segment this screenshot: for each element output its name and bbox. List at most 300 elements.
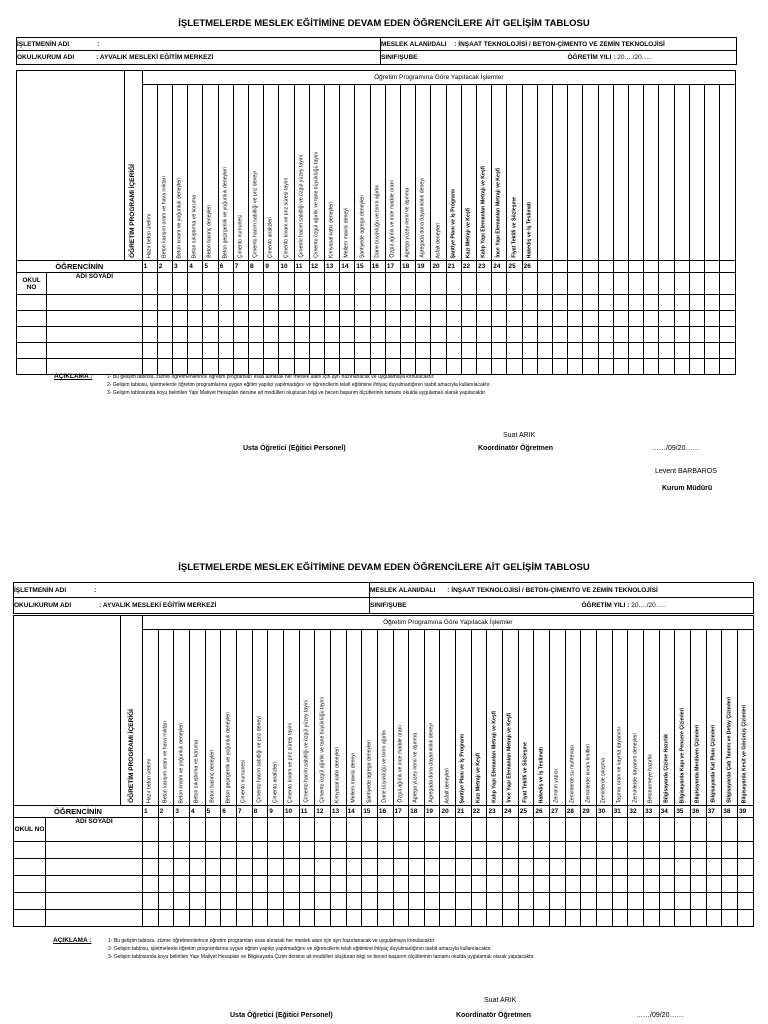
grade-cell[interactable] xyxy=(221,859,237,876)
grade-cell[interactable] xyxy=(644,311,659,327)
grade-cell[interactable] xyxy=(409,910,425,927)
grade-cell[interactable] xyxy=(518,876,534,893)
grade-cell[interactable] xyxy=(299,893,315,910)
grade-cell[interactable] xyxy=(299,818,315,842)
grade-cell[interactable] xyxy=(492,343,507,359)
grade-cell[interactable] xyxy=(309,295,324,311)
grade-cell[interactable] xyxy=(568,311,583,327)
grade-cell[interactable] xyxy=(446,327,461,343)
grade-cell[interactable] xyxy=(583,311,598,327)
grade-cell[interactable] xyxy=(203,343,218,359)
grade-cell[interactable] xyxy=(393,818,409,842)
grade-cell[interactable] xyxy=(477,359,492,375)
grade-cell[interactable] xyxy=(431,327,446,343)
grade-cell[interactable] xyxy=(446,359,461,375)
grade-cell[interactable] xyxy=(477,327,492,343)
grade-cell[interactable] xyxy=(189,818,205,842)
grade-cell[interactable] xyxy=(659,842,675,859)
grade-cell[interactable] xyxy=(581,876,597,893)
grade-cell[interactable] xyxy=(518,893,534,910)
grade-cell[interactable] xyxy=(471,859,487,876)
grade-cell[interactable] xyxy=(279,273,294,295)
grade-cell[interactable] xyxy=(330,818,346,842)
grade-cell[interactable] xyxy=(346,876,362,893)
grade-cell[interactable] xyxy=(737,876,753,893)
grade-cell[interactable] xyxy=(205,859,221,876)
grade-cell[interactable] xyxy=(581,910,597,927)
grade-cell[interactable] xyxy=(628,818,644,842)
grade-cell[interactable] xyxy=(203,273,218,295)
grade-cell[interactable] xyxy=(424,818,440,842)
grade-cell[interactable] xyxy=(492,295,507,311)
grade-cell[interactable] xyxy=(537,311,552,327)
grade-cell[interactable] xyxy=(157,343,172,359)
grade-cell[interactable] xyxy=(659,343,674,359)
grade-cell[interactable] xyxy=(362,842,378,859)
grade-cell[interactable] xyxy=(315,842,331,859)
grade-cell[interactable] xyxy=(424,842,440,859)
grade-cell[interactable] xyxy=(362,818,378,842)
grade-cell[interactable] xyxy=(487,876,503,893)
grade-cell[interactable] xyxy=(294,295,309,311)
grade-cell[interactable] xyxy=(674,295,689,311)
school-no-cell[interactable] xyxy=(17,327,47,343)
grade-cell[interactable] xyxy=(674,311,689,327)
grade-cell[interactable] xyxy=(340,327,355,343)
grade-cell[interactable] xyxy=(518,818,534,842)
grade-cell[interactable] xyxy=(471,842,487,859)
grade-cell[interactable] xyxy=(203,311,218,327)
grade-cell[interactable] xyxy=(393,910,409,927)
grade-cell[interactable] xyxy=(612,818,628,842)
grade-cell[interactable] xyxy=(424,910,440,927)
grade-cell[interactable] xyxy=(628,876,644,893)
student-name-cell[interactable] xyxy=(46,859,143,876)
grade-cell[interactable] xyxy=(598,343,613,359)
grade-cell[interactable] xyxy=(706,818,722,842)
grade-cell[interactable] xyxy=(583,343,598,359)
grade-cell[interactable] xyxy=(644,876,660,893)
grade-cell[interactable] xyxy=(456,910,472,927)
grade-cell[interactable] xyxy=(471,818,487,842)
grade-cell[interactable] xyxy=(598,359,613,375)
grade-cell[interactable] xyxy=(283,876,299,893)
grade-cell[interactable] xyxy=(157,359,172,375)
grade-cell[interactable] xyxy=(705,273,720,295)
grade-cell[interactable] xyxy=(299,876,315,893)
grade-cell[interactable] xyxy=(370,273,385,295)
grade-cell[interactable] xyxy=(706,876,722,893)
grade-cell[interactable] xyxy=(597,859,613,876)
grade-cell[interactable] xyxy=(315,859,331,876)
grade-cell[interactable] xyxy=(518,859,534,876)
grade-cell[interactable] xyxy=(309,327,324,343)
grade-cell[interactable] xyxy=(174,842,190,859)
school-no-cell[interactable] xyxy=(17,311,47,327)
grade-cell[interactable] xyxy=(252,818,268,842)
grade-cell[interactable] xyxy=(283,910,299,927)
grade-cell[interactable] xyxy=(346,893,362,910)
grade-cell[interactable] xyxy=(172,273,187,295)
grade-cell[interactable] xyxy=(471,893,487,910)
grade-cell[interactable] xyxy=(507,311,522,327)
grade-cell[interactable] xyxy=(362,893,378,910)
grade-cell[interactable] xyxy=(613,343,628,359)
student-name-cell[interactable] xyxy=(46,893,143,910)
school-no-cell[interactable] xyxy=(14,910,46,927)
grade-cell[interactable] xyxy=(674,273,689,295)
grade-cell[interactable] xyxy=(690,842,706,859)
grade-cell[interactable] xyxy=(583,359,598,375)
grade-cell[interactable] xyxy=(340,359,355,375)
grade-cell[interactable] xyxy=(294,343,309,359)
grade-cell[interactable] xyxy=(568,295,583,311)
grade-cell[interactable] xyxy=(143,893,159,910)
grade-cell[interactable] xyxy=(264,273,279,295)
grade-cell[interactable] xyxy=(377,910,393,927)
grade-cell[interactable] xyxy=(330,893,346,910)
grade-cell[interactable] xyxy=(720,359,736,375)
grade-cell[interactable] xyxy=(689,295,704,311)
grade-cell[interactable] xyxy=(550,818,566,842)
grade-cell[interactable] xyxy=(370,295,385,311)
grade-cell[interactable] xyxy=(218,359,233,375)
grade-cell[interactable] xyxy=(644,818,660,842)
grade-cell[interactable] xyxy=(705,295,720,311)
grade-cell[interactable] xyxy=(565,859,581,876)
grade-cell[interactable] xyxy=(409,859,425,876)
grade-cell[interactable] xyxy=(553,343,568,359)
grade-cell[interactable] xyxy=(409,876,425,893)
grade-cell[interactable] xyxy=(233,359,248,375)
grade-cell[interactable] xyxy=(722,876,738,893)
grade-cell[interactable] xyxy=(221,818,237,842)
grade-cell[interactable] xyxy=(583,295,598,311)
grade-cell[interactable] xyxy=(221,842,237,859)
grade-cell[interactable] xyxy=(294,327,309,343)
grade-cell[interactable] xyxy=(416,327,431,343)
grade-cell[interactable] xyxy=(330,842,346,859)
grade-cell[interactable] xyxy=(252,876,268,893)
grade-cell[interactable] xyxy=(315,910,331,927)
grade-cell[interactable] xyxy=(218,311,233,327)
grade-cell[interactable] xyxy=(330,859,346,876)
grade-cell[interactable] xyxy=(279,343,294,359)
grade-cell[interactable] xyxy=(598,295,613,311)
grade-cell[interactable] xyxy=(581,893,597,910)
grade-cell[interactable] xyxy=(675,859,691,876)
grade-cell[interactable] xyxy=(279,311,294,327)
grade-cell[interactable] xyxy=(283,859,299,876)
grade-cell[interactable] xyxy=(674,343,689,359)
grade-cell[interactable] xyxy=(503,818,519,842)
grade-cell[interactable] xyxy=(644,893,660,910)
grade-cell[interactable] xyxy=(612,876,628,893)
grade-cell[interactable] xyxy=(377,893,393,910)
grade-cell[interactable] xyxy=(456,842,472,859)
grade-cell[interactable] xyxy=(189,859,205,876)
grade-cell[interactable] xyxy=(487,859,503,876)
grade-cell[interactable] xyxy=(613,295,628,311)
grade-cell[interactable] xyxy=(143,859,159,876)
grade-cell[interactable] xyxy=(325,273,340,295)
grade-cell[interactable] xyxy=(553,359,568,375)
grade-cell[interactable] xyxy=(629,311,644,327)
grade-cell[interactable] xyxy=(629,273,644,295)
grade-cell[interactable] xyxy=(537,343,552,359)
grade-cell[interactable] xyxy=(355,295,370,311)
grade-cell[interactable] xyxy=(507,359,522,375)
grade-cell[interactable] xyxy=(440,893,456,910)
grade-cell[interactable] xyxy=(689,327,704,343)
grade-cell[interactable] xyxy=(142,327,157,343)
grade-cell[interactable] xyxy=(264,343,279,359)
grade-cell[interactable] xyxy=(416,311,431,327)
grade-cell[interactable] xyxy=(628,842,644,859)
grade-cell[interactable] xyxy=(299,842,315,859)
school-no-cell[interactable] xyxy=(17,359,47,375)
grade-cell[interactable] xyxy=(143,910,159,927)
grade-cell[interactable] xyxy=(385,273,400,295)
grade-cell[interactable] xyxy=(416,343,431,359)
grade-cell[interactable] xyxy=(553,311,568,327)
grade-cell[interactable] xyxy=(249,295,264,311)
grade-cell[interactable] xyxy=(264,311,279,327)
school-no-cell[interactable] xyxy=(14,893,46,910)
grade-cell[interactable] xyxy=(550,859,566,876)
grade-cell[interactable] xyxy=(613,327,628,343)
grade-cell[interactable] xyxy=(142,273,157,295)
grade-cell[interactable] xyxy=(424,893,440,910)
grade-cell[interactable] xyxy=(416,359,431,375)
grade-cell[interactable] xyxy=(487,818,503,842)
grade-cell[interactable] xyxy=(492,359,507,375)
grade-cell[interactable] xyxy=(565,893,581,910)
grade-cell[interactable] xyxy=(268,910,284,927)
grade-cell[interactable] xyxy=(188,327,203,343)
grade-cell[interactable] xyxy=(440,818,456,842)
grade-cell[interactable] xyxy=(705,359,720,375)
grade-cell[interactable] xyxy=(325,295,340,311)
grade-cell[interactable] xyxy=(189,876,205,893)
grade-cell[interactable] xyxy=(644,910,660,927)
grade-cell[interactable] xyxy=(264,295,279,311)
grade-cell[interactable] xyxy=(401,327,416,343)
grade-cell[interactable] xyxy=(659,910,675,927)
grade-cell[interactable] xyxy=(174,818,190,842)
grade-cell[interactable] xyxy=(401,273,416,295)
grade-cell[interactable] xyxy=(172,359,187,375)
grade-cell[interactable] xyxy=(507,327,522,343)
grade-cell[interactable] xyxy=(283,818,299,842)
grade-cell[interactable] xyxy=(659,859,675,876)
grade-cell[interactable] xyxy=(644,359,659,375)
grade-cell[interactable] xyxy=(385,327,400,343)
grade-cell[interactable] xyxy=(456,818,472,842)
student-name-cell[interactable] xyxy=(47,311,142,327)
grade-cell[interactable] xyxy=(507,295,522,311)
school-no-cell[interactable] xyxy=(17,343,47,359)
grade-cell[interactable] xyxy=(477,343,492,359)
grade-cell[interactable] xyxy=(431,295,446,311)
grade-cell[interactable] xyxy=(675,876,691,893)
grade-cell[interactable] xyxy=(689,311,704,327)
grade-cell[interactable] xyxy=(158,859,174,876)
grade-cell[interactable] xyxy=(503,859,519,876)
grade-cell[interactable] xyxy=(722,893,738,910)
grade-cell[interactable] xyxy=(252,842,268,859)
grade-cell[interactable] xyxy=(203,295,218,311)
grade-cell[interactable] xyxy=(340,343,355,359)
grade-cell[interactable] xyxy=(446,295,461,311)
grade-cell[interactable] xyxy=(461,311,476,327)
grade-cell[interactable] xyxy=(370,327,385,343)
grade-cell[interactable] xyxy=(355,327,370,343)
grade-cell[interactable] xyxy=(299,859,315,876)
grade-cell[interactable] xyxy=(705,311,720,327)
grade-cell[interactable] xyxy=(218,273,233,295)
grade-cell[interactable] xyxy=(309,311,324,327)
grade-cell[interactable] xyxy=(205,910,221,927)
grade-cell[interactable] xyxy=(737,818,753,842)
grade-cell[interactable] xyxy=(142,359,157,375)
grade-cell[interactable] xyxy=(644,295,659,311)
grade-cell[interactable] xyxy=(706,893,722,910)
grade-cell[interactable] xyxy=(565,842,581,859)
grade-cell[interactable] xyxy=(706,859,722,876)
grade-cell[interactable] xyxy=(522,311,537,327)
grade-cell[interactable] xyxy=(309,343,324,359)
grade-cell[interactable] xyxy=(565,876,581,893)
grade-cell[interactable] xyxy=(279,327,294,343)
grade-cell[interactable] xyxy=(377,859,393,876)
grade-cell[interactable] xyxy=(188,273,203,295)
grade-cell[interactable] xyxy=(252,910,268,927)
grade-cell[interactable] xyxy=(249,273,264,295)
grade-cell[interactable] xyxy=(461,295,476,311)
grade-cell[interactable] xyxy=(249,311,264,327)
grade-cell[interactable] xyxy=(309,359,324,375)
grade-cell[interactable] xyxy=(659,327,674,343)
grade-cell[interactable] xyxy=(143,818,159,842)
grade-cell[interactable] xyxy=(720,295,736,311)
grade-cell[interactable] xyxy=(628,893,644,910)
grade-cell[interactable] xyxy=(409,893,425,910)
grade-cell[interactable] xyxy=(205,842,221,859)
grade-cell[interactable] xyxy=(355,273,370,295)
grade-cell[interactable] xyxy=(236,893,252,910)
grade-cell[interactable] xyxy=(644,273,659,295)
grade-cell[interactable] xyxy=(456,876,472,893)
grade-cell[interactable] xyxy=(309,273,324,295)
grade-cell[interactable] xyxy=(583,327,598,343)
grade-cell[interactable] xyxy=(143,876,159,893)
grade-cell[interactable] xyxy=(597,842,613,859)
grade-cell[interactable] xyxy=(722,910,738,927)
grade-cell[interactable] xyxy=(440,859,456,876)
grade-cell[interactable] xyxy=(659,295,674,311)
grade-cell[interactable] xyxy=(377,818,393,842)
school-no-cell[interactable] xyxy=(14,876,46,893)
grade-cell[interactable] xyxy=(393,893,409,910)
grade-cell[interactable] xyxy=(431,359,446,375)
grade-cell[interactable] xyxy=(659,893,675,910)
grade-cell[interactable] xyxy=(424,876,440,893)
grade-cell[interactable] xyxy=(522,343,537,359)
grade-cell[interactable] xyxy=(249,359,264,375)
grade-cell[interactable] xyxy=(283,893,299,910)
grade-cell[interactable] xyxy=(416,295,431,311)
grade-cell[interactable] xyxy=(659,359,674,375)
grade-cell[interactable] xyxy=(503,876,519,893)
grade-cell[interactable] xyxy=(550,842,566,859)
grade-cell[interactable] xyxy=(565,910,581,927)
grade-cell[interactable] xyxy=(340,273,355,295)
grade-cell[interactable] xyxy=(503,893,519,910)
grade-cell[interactable] xyxy=(205,818,221,842)
grade-cell[interactable] xyxy=(705,327,720,343)
grade-cell[interactable] xyxy=(720,273,736,295)
grade-cell[interactable] xyxy=(720,343,736,359)
grade-cell[interactable] xyxy=(613,359,628,375)
grade-cell[interactable] xyxy=(142,295,157,311)
grade-cell[interactable] xyxy=(340,295,355,311)
grade-cell[interactable] xyxy=(456,859,472,876)
grade-cell[interactable] xyxy=(534,876,550,893)
grade-cell[interactable] xyxy=(385,359,400,375)
grade-cell[interactable] xyxy=(249,327,264,343)
grade-cell[interactable] xyxy=(492,327,507,343)
grade-cell[interactable] xyxy=(522,327,537,343)
grade-cell[interactable] xyxy=(221,893,237,910)
grade-cell[interactable] xyxy=(362,859,378,876)
grade-cell[interactable] xyxy=(174,893,190,910)
grade-cell[interactable] xyxy=(446,273,461,295)
grade-cell[interactable] xyxy=(431,311,446,327)
grade-cell[interactable] xyxy=(720,327,736,343)
grade-cell[interactable] xyxy=(221,910,237,927)
grade-cell[interactable] xyxy=(534,859,550,876)
grade-cell[interactable] xyxy=(629,343,644,359)
grade-cell[interactable] xyxy=(268,893,284,910)
grade-cell[interactable] xyxy=(612,859,628,876)
grade-cell[interactable] xyxy=(268,859,284,876)
grade-cell[interactable] xyxy=(299,910,315,927)
grade-cell[interactable] xyxy=(706,842,722,859)
grade-cell[interactable] xyxy=(597,910,613,927)
grade-cell[interactable] xyxy=(233,273,248,295)
grade-cell[interactable] xyxy=(325,327,340,343)
grade-cell[interactable] xyxy=(553,295,568,311)
grade-cell[interactable] xyxy=(461,273,476,295)
grade-cell[interactable] xyxy=(690,910,706,927)
grade-cell[interactable] xyxy=(385,311,400,327)
grade-cell[interactable] xyxy=(581,818,597,842)
grade-cell[interactable] xyxy=(471,876,487,893)
grade-cell[interactable] xyxy=(218,343,233,359)
grade-cell[interactable] xyxy=(346,910,362,927)
grade-cell[interactable] xyxy=(172,295,187,311)
grade-cell[interactable] xyxy=(218,327,233,343)
grade-cell[interactable] xyxy=(401,295,416,311)
grade-cell[interactable] xyxy=(385,343,400,359)
grade-cell[interactable] xyxy=(737,910,753,927)
grade-cell[interactable] xyxy=(174,876,190,893)
grade-cell[interactable] xyxy=(659,311,674,327)
grade-cell[interactable] xyxy=(377,876,393,893)
grade-cell[interactable] xyxy=(236,910,252,927)
grade-cell[interactable] xyxy=(315,876,331,893)
